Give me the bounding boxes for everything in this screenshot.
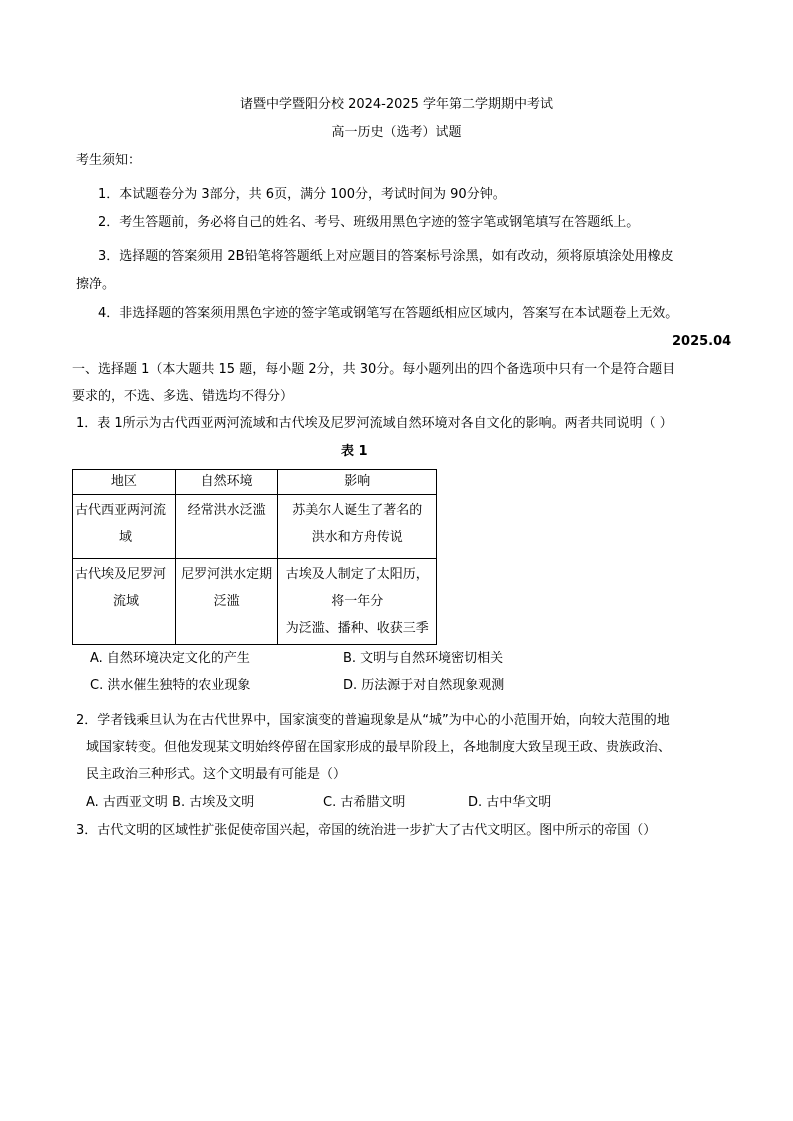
notice-item-3-cont: 擦净。 (76, 277, 116, 292)
header-environment: 自然环境 (175, 470, 278, 495)
section1-line2: 要求的，不选、多选、错选均不得分） (72, 389, 294, 404)
cell-environment: 经常洪水泛滥 (175, 495, 278, 559)
table-row (73, 559, 437, 645)
exam-subtitle: 高一历史（选考）试题 (331, 125, 462, 140)
table-header-row (73, 470, 437, 495)
q2-option-ab: A. 古西亚文明 B. 古埃及文明 (86, 795, 255, 810)
q1-option-c: C. 洪水催生独特的农业现象 (90, 678, 251, 693)
notice-heading: 考生须知： (76, 153, 142, 168)
section1-line1: 一、选择题 1（本大题共 15 题，每小题 2分，共 30分。每小题列出的四个备选项中只有一个是符合题目 (72, 362, 676, 377)
cell-impact: 苏美尔人诞生了著名的 洪水和方舟传说 (278, 495, 437, 559)
q1-stem: 1．表 1所示为古代西亚两河流域和古代埃及尼罗河流域自然环境对各自文化的影响。两者共同说明（ ） (76, 416, 673, 431)
header-impact: 影响 (278, 470, 437, 495)
header-region: 地区 (73, 470, 176, 495)
cell-region: 古代埃及尼罗河 流域 (73, 559, 176, 645)
table-row (73, 495, 437, 559)
notice-item-2: 2．考生答题前，务必将自己的姓名、考号、班级用黑色字迹的签字笔或钢笔填写在答题纸上。 (98, 215, 640, 230)
q2-line1: 2．学者钱乘旦认为在古代世界中，国家演变的普遍现象是从“城”为中心的小范围开始，向较大范围的地 (76, 713, 670, 728)
q3-stem: 3．古代文明的区域性扩张促使帝国兴起，帝国的统治进一步扩大了古代文明区。图中所示的帝国（） (76, 823, 657, 838)
exam-title: 诸暨中学暨阳分校 2024-2025 学年第二学期期中考试 (239, 97, 554, 112)
cell-environment: 尼罗河洪水定期 泛滥 (175, 559, 278, 645)
q1-option-a: A. 自然环境决定文化的产生 (90, 651, 250, 666)
notice-item-4: 4．非选择题的答案须用黑色字迹的签字笔或钢笔写在答题纸相应区域内，答案写在本试题卷上无效。 (98, 306, 679, 321)
q1-option-d: D. 历法源于对自然现象观测 (343, 678, 505, 693)
notice-item-3: 3．选择题的答案须用 2B铅笔将答题纸上对应题目的答案标号涂黑，如有改动，须将原填涂处用橡皮 (98, 249, 674, 264)
q2-line2: 域国家转变。但他发现某文明始终停留在国家形成的最早阶段上，各地制度大致呈现王政、贵族政治、 (86, 740, 672, 755)
region-table (72, 469, 437, 645)
cell-region: 古代西亚两河流 域 (73, 495, 176, 559)
notice-item-1: 1．本试题卷分为 3部分，共 6页，满分 100分，考试时间为 90分钟。 (98, 187, 506, 202)
q2-option-d: D. 古中华文明 (468, 795, 552, 810)
q2-line3: 民主政治三种形式。这个文明最有可能是（） (86, 767, 347, 782)
cell-impact: 古埃及人制定了太阳历， 将一年分 为泛滥、播种、收获三季 (278, 559, 437, 645)
table-caption: 表 1 (341, 444, 368, 459)
q1-option-b: B. 文明与自然环境密切相关 (343, 651, 504, 666)
exam-date: 2025.04 (672, 334, 732, 349)
q2-option-c: C. 古希腊文明 (323, 795, 406, 810)
